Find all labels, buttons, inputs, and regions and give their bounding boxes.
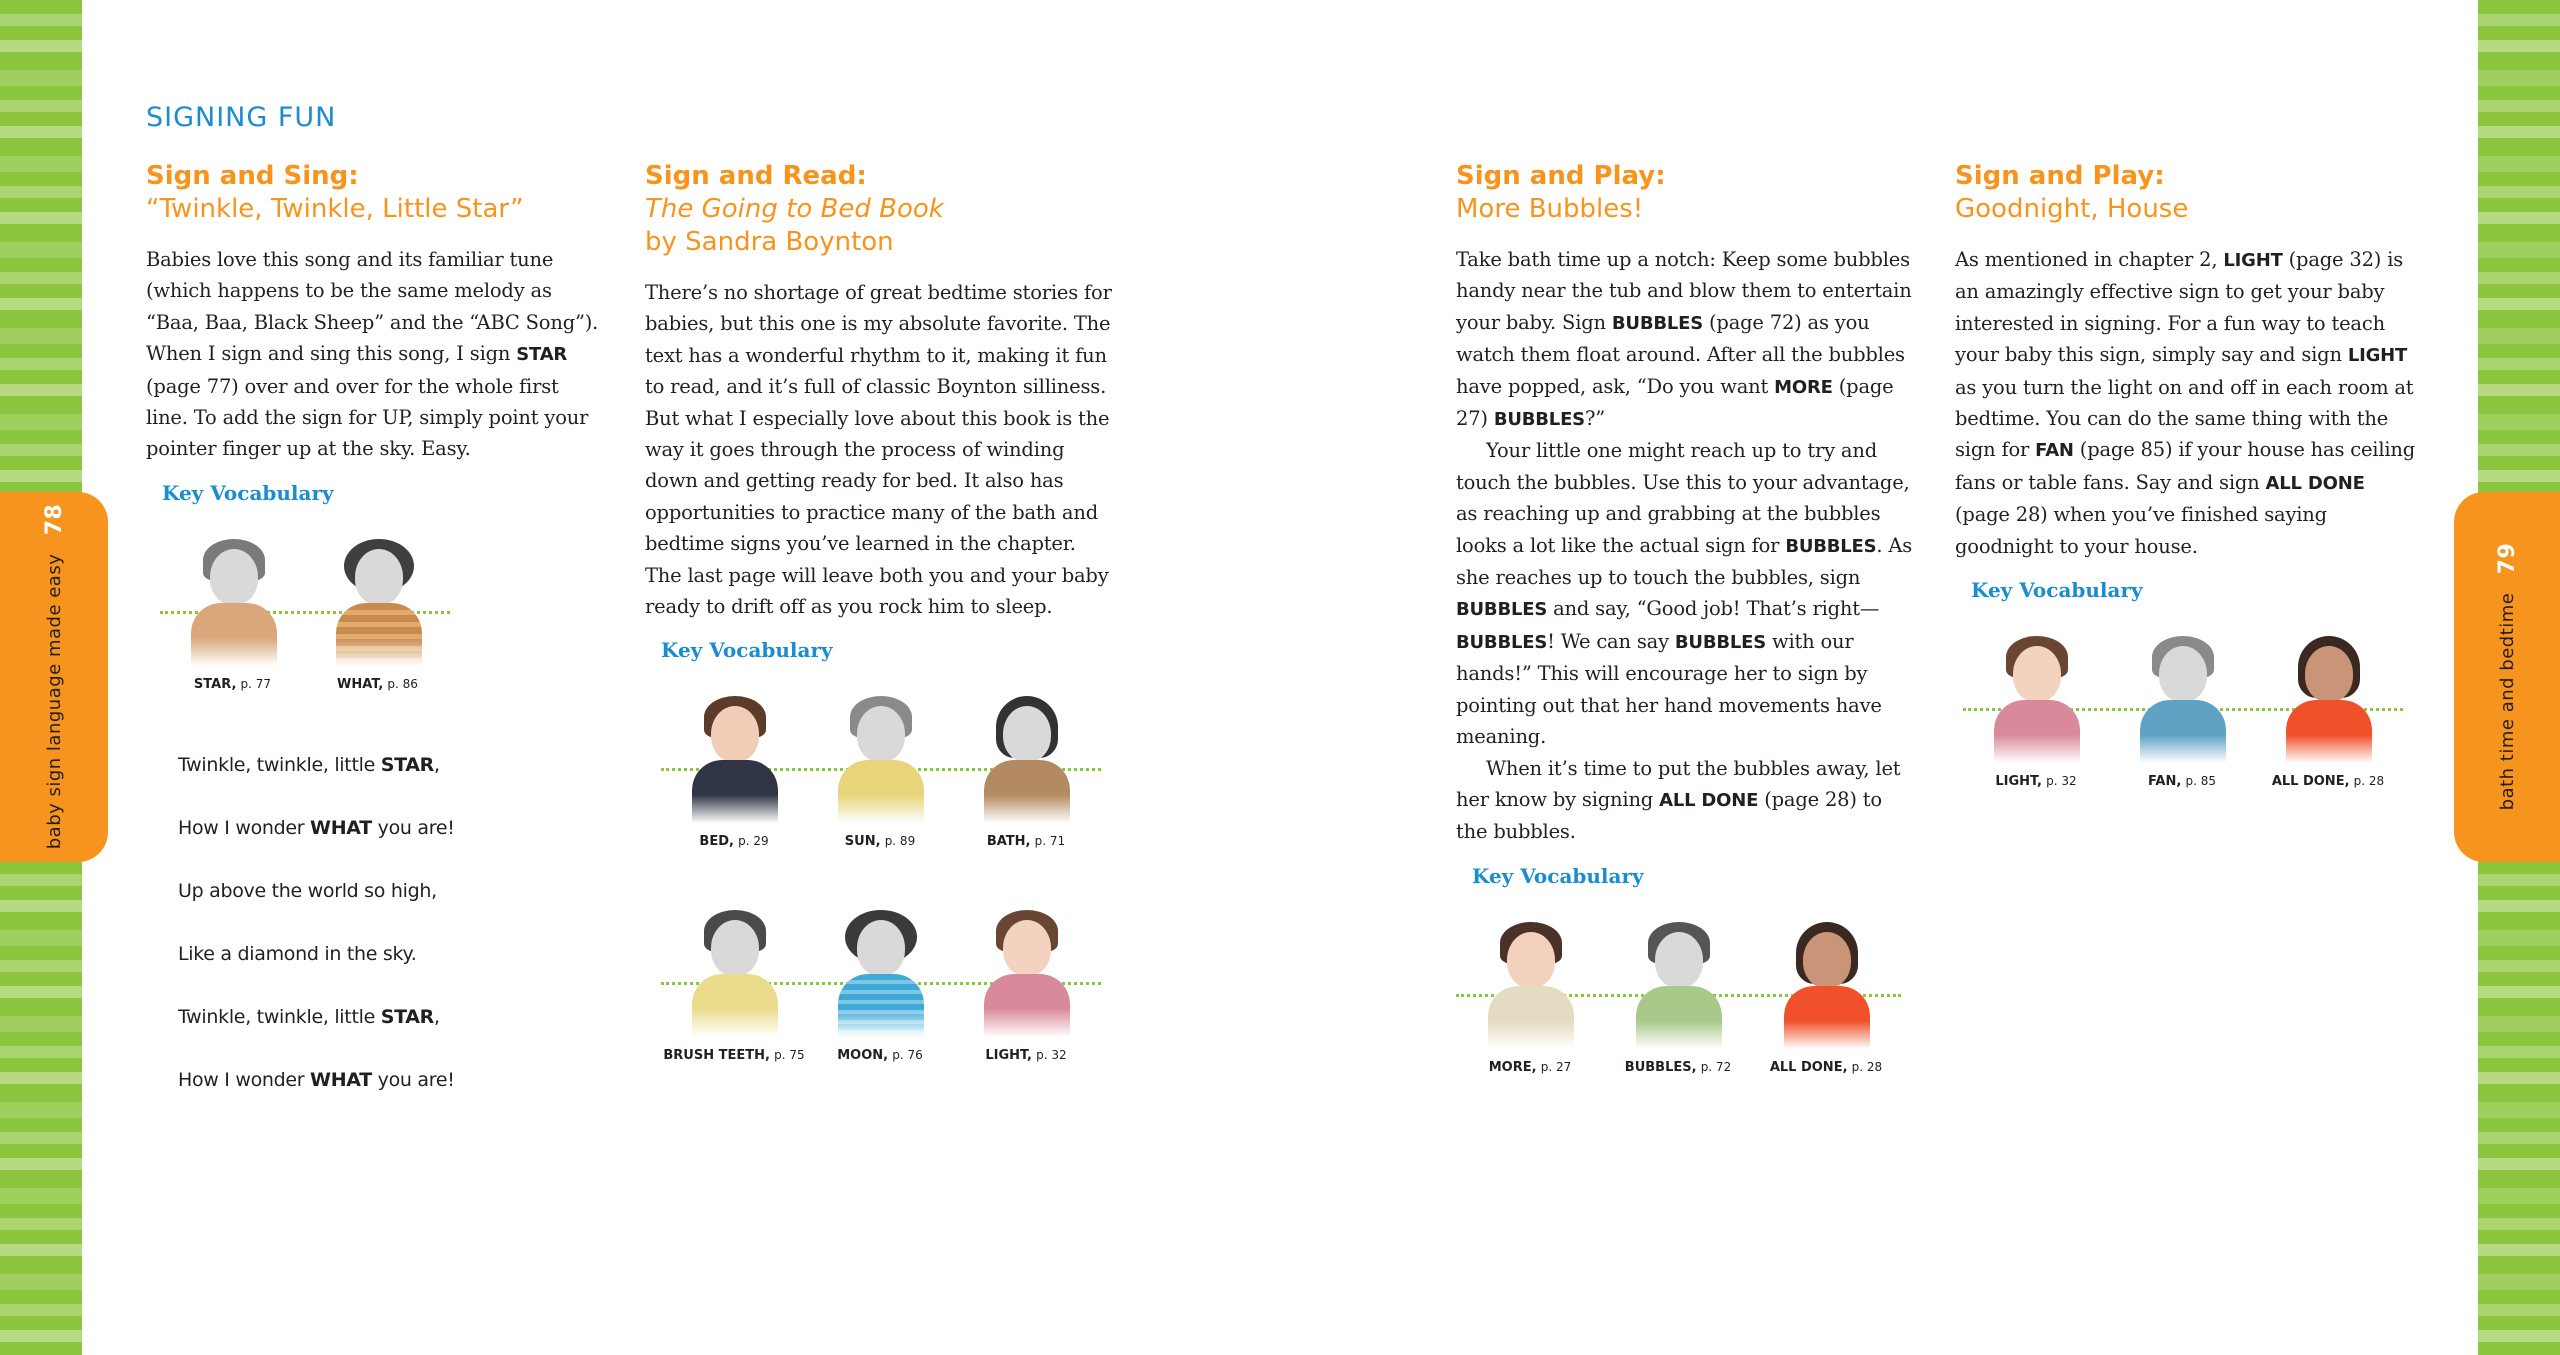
right-page-number: 79	[2494, 543, 2520, 575]
bubbles-sign-illustration	[1618, 914, 1738, 1049]
bed-sign-illustration	[674, 688, 794, 823]
lyric-line: Like a diamond in the sky.	[178, 942, 417, 965]
more-sign-illustration	[1470, 914, 1590, 1049]
fan-sign-illustration	[2122, 628, 2242, 763]
vocab-item-bubbles: BUBBLES, p. 72	[1604, 914, 1752, 1094]
section-label: SIGNING FUN	[146, 102, 337, 133]
what-sign-illustration	[318, 531, 438, 666]
sign-and-sing-heading: Sign and Sing:	[146, 161, 359, 191]
sign-and-sing-body: Babies love this song and its familiar tune (which happens to be the same melody as “Baa, Baa, Black Sheep” and the “ABC Song”). When I sign and sing this song, I sign STAR (page 77) over and over for the whole first line. To add the sign for UP, simply point your pointer finger up at the sky. Easy.	[146, 248, 599, 461]
moon-sign-illustration	[820, 902, 940, 1037]
vocab-row	[160, 531, 450, 711]
vocab-item-all-done: ALL DONE, p. 28	[1752, 914, 1900, 1094]
vocab-row	[1456, 914, 1901, 1094]
book-byline: by Sandra Boynton	[645, 227, 894, 257]
lyric-line: Up above the world so high,	[178, 879, 437, 902]
light-sign-illustration	[1976, 628, 2096, 763]
key-vocabulary-title: Key Vocabulary	[1472, 863, 1644, 888]
bath-sign-illustration	[966, 688, 1086, 823]
left-page-tab	[0, 492, 108, 862]
more-bubbles-paragraph-1: Take bath time up a notch: Keep some bubbles handy near the tub and blow them to entertain your baby. Sign BUBBLES (page 72) as you watch them float around. After all the bubbles have popped, ask, “Do you want MORE (page 27) BUBBLES?”	[1456, 248, 1912, 431]
more-bubbles-subheading: More Bubbles!	[1456, 194, 1644, 224]
sign-and-read-column	[645, 160, 1115, 1082]
sign-and-read-heading: Sign and Read:	[645, 161, 867, 191]
vocab-item-fan: FAN, p. 85	[2109, 628, 2255, 808]
goodnight-house-subheading: Goodnight, House	[1955, 194, 2189, 224]
key-vocabulary-title: Key Vocabulary	[1971, 578, 2143, 603]
left-page-number: 78	[41, 504, 67, 536]
song-lyrics	[178, 755, 606, 1090]
goodnight-house-body: As mentioned in chapter 2, LIGHT (page 32) is an amazingly effective sign to get your baby interested in signing. For a fun way to teach your baby this sign, simply say and sign LIGHT as you turn the light on and off in each room at bedtime. You can do the same thing with the sign for FAN (page 85) if your house has ceiling fans or table fans. Say and sign ALL DONE (page 28) when you’ve finished saying goodnight to your house.	[1955, 248, 2416, 558]
more-bubbles-paragraph-3: When it’s time to put the bubbles away, let her know by signing ALL DONE (page 28) to the bubbles.	[1456, 756, 1901, 844]
all-done-sign-illustration	[2268, 628, 2388, 763]
key-vocabulary-title: Key Vocabulary	[661, 638, 833, 663]
more-bubbles-heading: Sign and Play:	[1456, 161, 1666, 191]
key-vocabulary-title: Key Vocabulary	[162, 480, 334, 505]
vocab-item-bath: BATH, p. 71	[953, 688, 1099, 868]
lyric-line: How I wonder WHAT you are!	[178, 816, 455, 839]
sign-and-read-body: There’s no shortage of great bedtime stories for babies, but this one is my absolute favorite. The text has a wonderful rhythm to it, making it fun to read, and it’s full of classic Boynton silliness. But what I especially love about this book is the way it goes through the process of winding down and getting ready for bed. It also has opportunities to practice many of the bath and bedtime signs you’ve learned in the chapter. The last page will leave both you and your baby ready to drift off as you rock him to sleep.	[645, 281, 1112, 619]
sun-sign-illustration	[820, 688, 940, 823]
goodnight-house-heading: Sign and Play:	[1955, 161, 2165, 191]
vocab-item-light: LIGHT, p. 32	[1963, 628, 2109, 808]
vocab-item-sun: SUN, p. 89	[807, 688, 953, 868]
brush-teeth-sign-illustration	[674, 902, 794, 1037]
sign-and-sing-subheading: “Twinkle, Twinkle, Little Star”	[146, 194, 524, 224]
vocab-row	[661, 688, 1101, 868]
vocab-item-more: MORE, p. 27	[1456, 914, 1604, 1094]
vocab-item-light: LIGHT, p. 32	[953, 902, 1099, 1082]
vocab-item-what: WHAT, p. 86	[305, 531, 450, 711]
vocab-item-bed: BED, p. 29	[661, 688, 807, 868]
all-done-sign-illustration	[1766, 914, 1886, 1049]
lyric-line: Twinkle, twinkle, little STAR,	[178, 753, 440, 776]
left-running-head: baby sign language made easy	[43, 553, 65, 850]
lyric-line: Twinkle, twinkle, little STAR,	[178, 1005, 440, 1028]
right-page-tab	[2454, 492, 2560, 862]
more-bubbles-paragraph-2: Your little one might reach up to try and touch the bubbles. Use this to your advantage, as reaching up and grabbing at the bubbles looks a lot like the actual sign for BUBBLES. As she reaches up to touch the bubbles, sign BUBBLES and say, “Good job! That’s right—BUBBLES! We can say BUBBLES with our hands!” This will encourage her to sign by pointing out that her hand movements have meaning.	[1456, 439, 1913, 749]
light-sign-illustration	[966, 902, 1086, 1037]
sign-and-sing-column	[146, 160, 606, 1133]
star-sign-illustration	[173, 531, 293, 666]
right-running-head: bath time and bedtime	[2496, 592, 2518, 811]
more-bubbles-column	[1456, 160, 1916, 1094]
vocab-item-all-done: ALL DONE, p. 28	[2255, 628, 2401, 808]
vocab-item-star: STAR, p. 77	[160, 531, 305, 711]
lyric-line: How I wonder WHAT you are!	[178, 1068, 455, 1091]
book-title: The Going to Bed Book	[645, 194, 944, 224]
vocab-item-moon: MOON, p. 76	[807, 902, 953, 1082]
vocab-item-brush-teeth: BRUSH TEETH, p. 75	[661, 902, 807, 1082]
goodnight-house-column	[1955, 160, 2425, 808]
vocab-row	[1963, 628, 2403, 808]
vocab-row	[661, 902, 1101, 1082]
